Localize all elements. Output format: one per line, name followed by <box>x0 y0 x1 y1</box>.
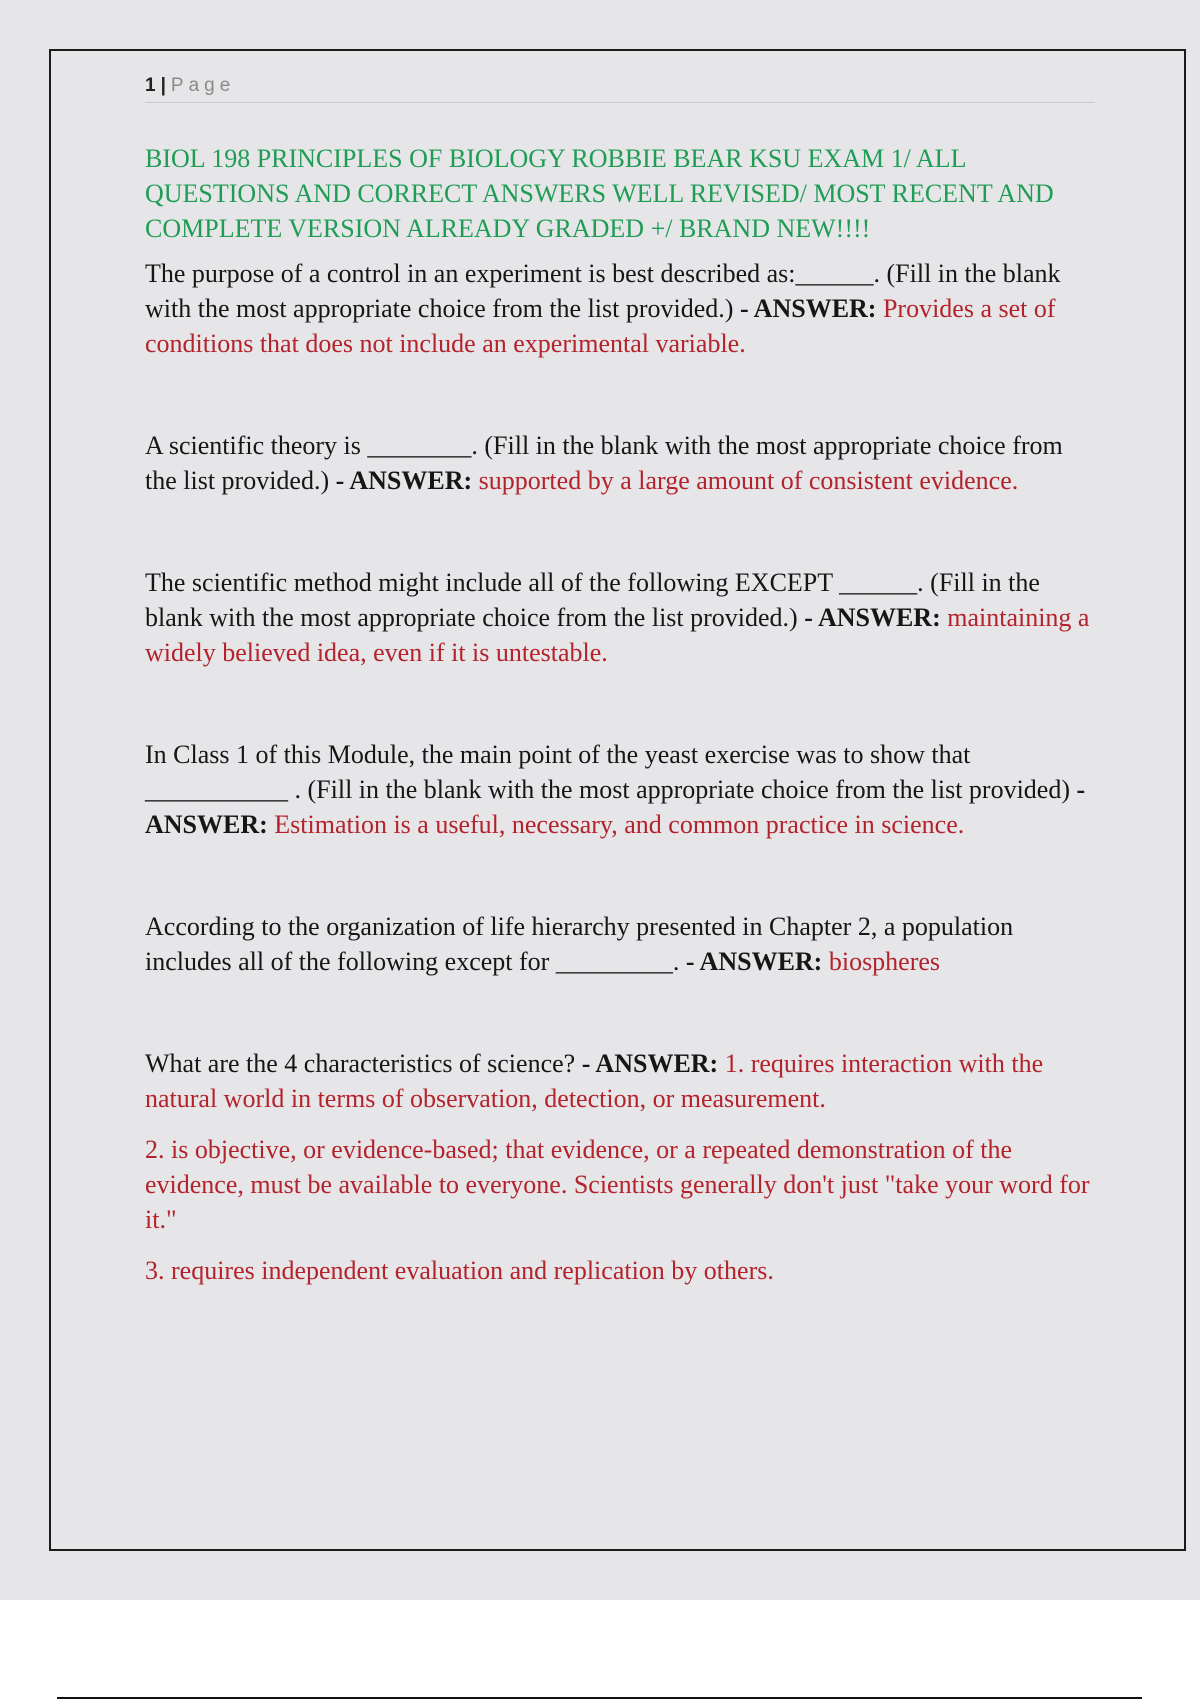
question-text: A scientific theory is ________. (Fill in the blank with the most appropriate choice from the list provided.) <box>145 431 1063 495</box>
question-text: According to the organization of life hierarchy presented in Chapter 2, a population includes all of the following except for _________. <box>145 912 1014 976</box>
page-number: 1 <box>145 75 156 96</box>
answer-label: - ANSWER: <box>145 775 1086 839</box>
qa-item <box>145 256 1095 361</box>
qa-item <box>145 909 1095 979</box>
question-text: The scientific method might include all of the following EXCEPT ______. (Fill in the blank with the most appropriate choice from the list provided.) <box>145 568 1040 632</box>
page-header <box>145 74 1095 103</box>
answer-text: maintaining a widely believed idea, even if it is untestable. <box>145 603 1090 667</box>
page-separator: | <box>160 75 166 96</box>
answer-text: Estimation is a useful, necessary, and common practice in science. <box>274 810 965 839</box>
answer-label: - ANSWER: <box>739 294 877 323</box>
document-title: BIOL 198 PRINCIPLES OF BIOLOGY ROBBIE BEAR KSU EXAM 1/ ALL QUESTIONS AND CORRECT ANSWERS WELL REVISED/ MOST RECENT AND COMPLETE VERSION ALREADY GRADED +/ BRAND NEW!!!! <box>145 144 1054 243</box>
answer-text: Provides a set of conditions that does not include an experimental variable. <box>145 294 1056 358</box>
next-page-rule <box>57 1697 1142 1699</box>
qa-item <box>145 428 1095 498</box>
answer-text: biospheres <box>828 947 941 976</box>
answer-continuation: 3. requires independent evaluation and replication by others. <box>145 1256 774 1285</box>
qa-item <box>145 565 1095 670</box>
question-text: The purpose of a control in an experiment is best described as:______. (Fill in the blank with the most appropriate choice from the list provided.) <box>145 259 1061 323</box>
answer-label: - ANSWER: <box>685 947 823 976</box>
document-content <box>145 141 1095 1288</box>
qa-item <box>145 737 1095 842</box>
question-text: In Class 1 of this Module, the main point of the yeast exercise was to show that ___________ . (Fill in the blank with the most appropriate choice from the list provided) <box>145 740 1070 804</box>
answer-label: - ANSWER: <box>804 603 941 632</box>
page-label: Page <box>170 75 236 96</box>
answer-continuation: 2. is objective, or evidence-based; that evidence, or a repeated demonstration of the evidence, must be available to everyone. Scientists generally don't just "take your word for it." <box>145 1135 1090 1234</box>
answer-text: supported by a large amount of consistent evidence. <box>478 466 1019 495</box>
qa-item <box>145 1046 1095 1116</box>
question-text: What are the 4 characteristics of science? <box>145 1049 576 1078</box>
answer-label: - ANSWER: <box>581 1049 719 1078</box>
answer-text: 1. requires interaction with the natural world in terms of observation, detection, or measurement. <box>145 1049 1044 1113</box>
answer-label: - ANSWER: <box>335 466 473 495</box>
